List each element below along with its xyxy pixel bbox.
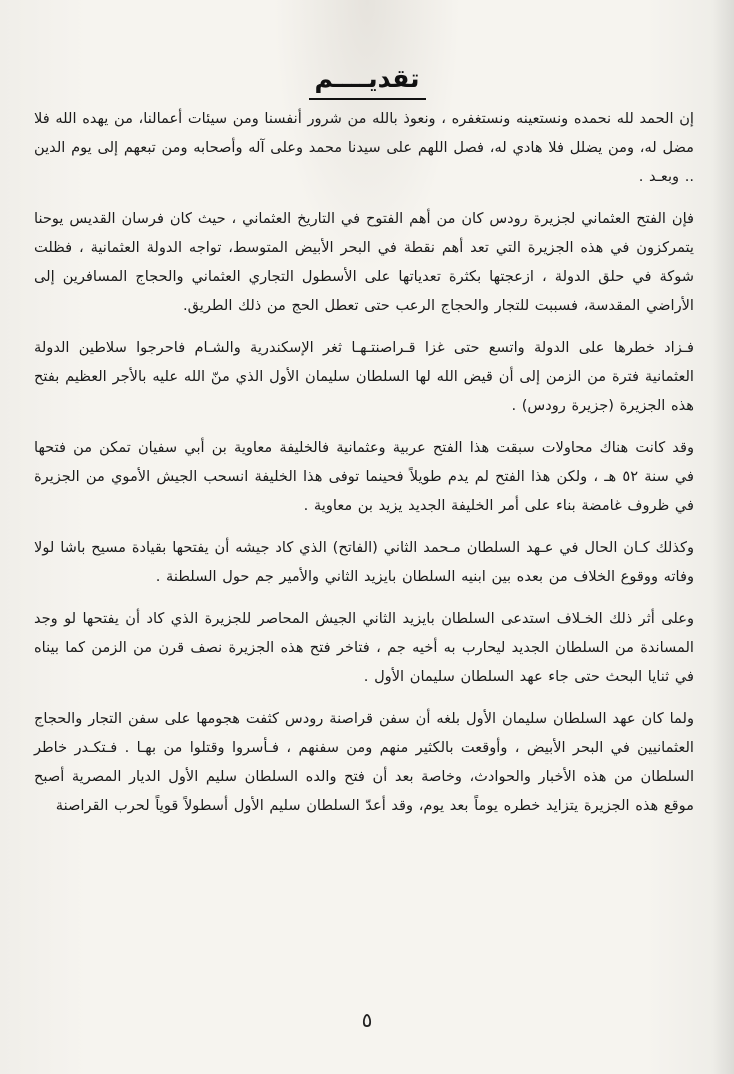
- paragraph-1: إن الحمد لله نحمده ونستعينه ونستغفره ، ونعوذ بالله من شرور أنفسنا ومن سيئات أعمالنا، من يهده الله فلا مضل له، ومن يضلل فلا هادي له، فصل اللهم على سيدنا محمد وعلى آله وأصحابه ومن تبعهم إلى يوم الدين .. وبعـد .: [34, 110, 694, 185]
- page-heading: تقديــــم: [309, 62, 426, 100]
- page-number: ٥: [361, 1008, 373, 1032]
- heading-container: [0, 62, 734, 100]
- body-text: [34, 104, 694, 833]
- page-edge-shadow: [712, 0, 734, 1074]
- paragraph-3: فـزاد خطرها على الدولة واتسع حتى غزا قـراصنتـهـا ثغر الإسكندرية والشـام فاحرجوا سلاطين الدولة العثمانية فترة من الزمن إلى أن قيض الله لها السلطان سليمان الأول الذي منّ الله عليه بالأجر العظيم بفتح هذه الجزيرة (جزيرة رودس) .: [34, 339, 694, 414]
- paragraph-7: ولما كان عهد السلطان سليمان الأول بلغه أن سفن قراصنة رودس كثفت هجومها على سفن التجار والحجاج العثمانيين في البحر الأبيض ، وأوقعت بالكثير منهم ومن سفنهم ، فـأسروا وقتلوا من بهـا . فـتكـدر خاطر السلطان من هذه الأخبار والحوادث، وخاصة بعد أن فتح والده السلطان سليم الأول الديار المصرية أصبح موقع هذه الجزيرة يتزايد خطره يوماً بعد يوم، وقد أعدّ السلطان سليم الأول أسطولاً قوياً لحرب القراصنة: [34, 710, 694, 814]
- paragraph-2: فإن الفتح العثماني لجزيرة رودس كان من أهم الفتوح في التاريخ العثماني ، حيث كان فرسان القديس يوحنا يتمركزون في هذه الجزيرة التي تعد أهم نقطة في البحر الأبيض المتوسط، تواجه الدولة العثمانية ، فظلت شوكة في حلق الدولة ، ازعجتها بكثرة تعدياتها على الأسطول التجاري العثماني والحجاج المسافرين إلى الأراضي المقدسة، فسببت للتجار والحجاج الرعب حتى تعطل الحج من ذلك الطريق.: [34, 210, 694, 314]
- paragraph-5: وكذلك كـان الحال في عـهد السلطان مـحمد الثاني (الفاتح) الذي كاد جيشه أن يفتحها بقيادة مسيح باشا لولا وفاته ووقوع الخلاف من بعده بين ابنيه السلطان بايزيد الثاني والأمير جم حول السلطنة .: [34, 539, 694, 585]
- paragraph-6: وعلى أثر ذلك الخـلاف استدعى السلطان بايزيد الثاني الجيش المحاصر للجزيرة الذي كاد أن يفتحها لو وجد المساندة من السلطان الجديد ليحارب به أخيه جم ، فتاخر فتح هذه الجزيرة نصف قرن من الزمن كما بيناه في ثنايا البحث حتى جاء عهد السلطان سليمان الأول .: [34, 610, 694, 685]
- paragraph-4: وقد كانت هناك محاولات سبقت هذا الفتح عربية وعثمانية فالخليفة معاوية بن أبي سفيان تمكن من فتحها في سنة ٥٢ هـ ، ولكن هذا الفتح لم يدم طويلاً فحينما توفى هذا الخليفة انسحب الجيش الأموي من الجزيرة في ظروف غامضة بناء على أمر الخليفة الجديد يزيد بن معاوية .: [34, 439, 695, 514]
